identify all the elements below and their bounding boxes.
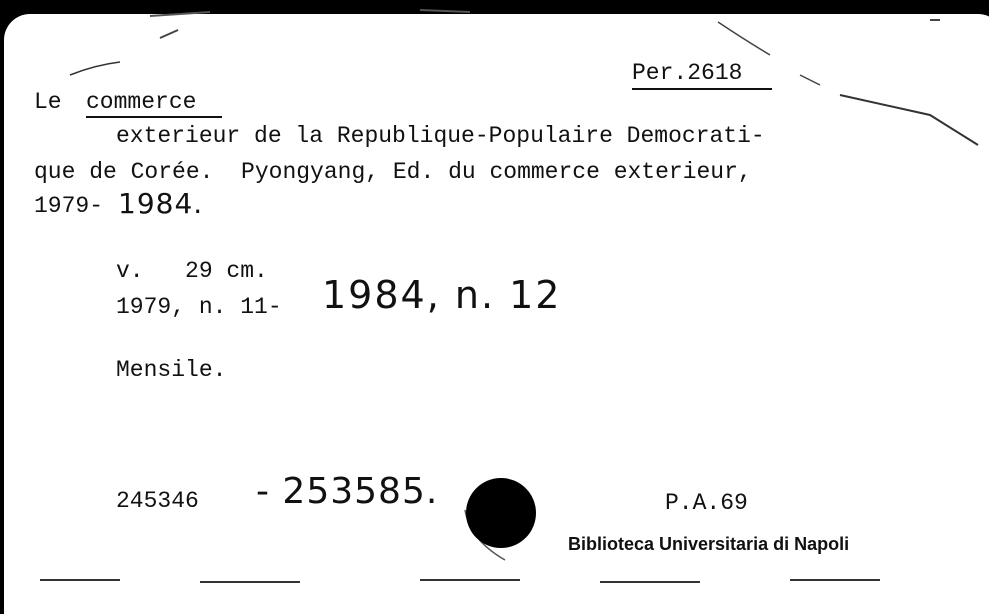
punch-hole bbox=[466, 478, 536, 548]
inventory-number-handwritten: - 253585. bbox=[256, 471, 439, 512]
body-line-3-typed: 1979- bbox=[34, 193, 104, 219]
inventory-number-typed: 245346 bbox=[116, 488, 199, 514]
holdings-handwritten: 1984, n. 12 bbox=[322, 273, 562, 317]
frequency-note: Mensile. bbox=[116, 357, 227, 383]
body-line-3-handwritten: 1984. bbox=[118, 187, 204, 220]
physical-description: v. 29 cm. bbox=[116, 258, 268, 284]
collection-code: P.A.69 bbox=[665, 490, 748, 516]
title-first-word: Le bbox=[34, 89, 62, 115]
body-line-2: que de Corée. Pyongyang, Ed. du commerce exterieur, bbox=[34, 159, 752, 185]
title-underline bbox=[86, 116, 222, 118]
body-line-1: exterieur de la Republique-Populaire Democrati- bbox=[116, 123, 765, 149]
library-stamp: Biblioteca Universitaria di Napoli bbox=[568, 534, 850, 554]
holdings-typed: 1979, n. 11- bbox=[116, 294, 282, 320]
shelfmark-underline bbox=[632, 88, 772, 90]
title-underlined-word: commerce bbox=[86, 89, 197, 115]
shelfmark: Per.2618 bbox=[632, 60, 743, 86]
